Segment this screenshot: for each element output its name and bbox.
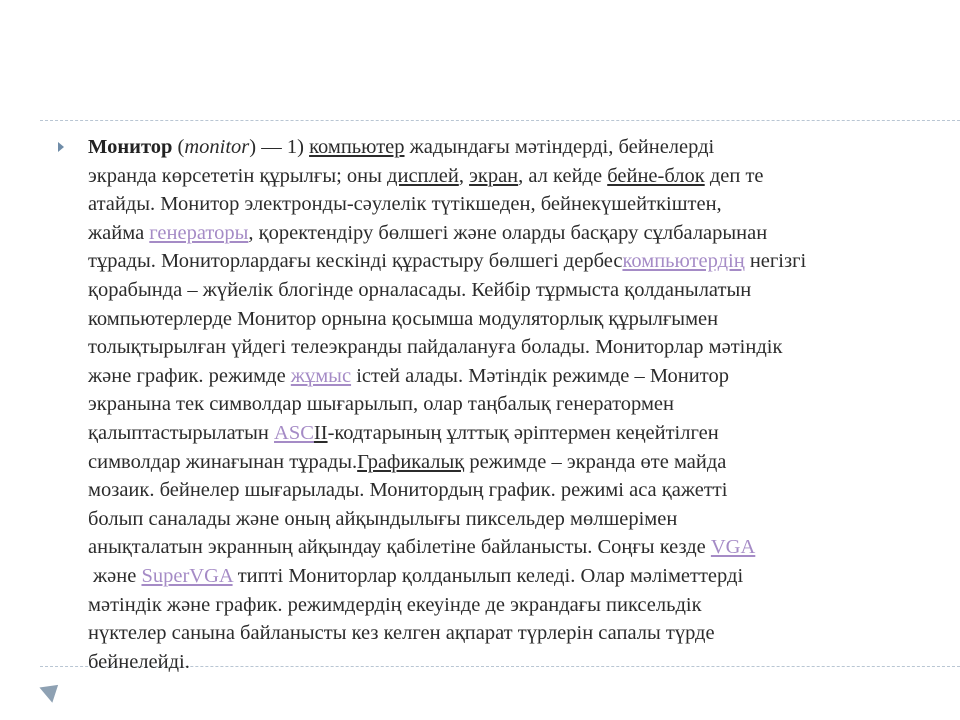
- link-computers[interactable]: компьютердің: [622, 250, 745, 273]
- link-computer[interactable]: компьютер: [309, 136, 405, 158]
- link-ascii-part2[interactable]: II: [313, 421, 328, 444]
- link-vga[interactable]: VGA: [710, 536, 756, 559]
- term-monitor: Монитор: [88, 136, 173, 158]
- text-line: экранда көрсететін құрылғы; оны дисплей, экран, ал кейде бейне-блок деп те: [88, 164, 764, 187]
- top-divider: [40, 120, 960, 121]
- text-line: болып саналады және оның айқындылығы пиксельдер мөлшерімен: [88, 507, 678, 530]
- text-line: тұрады. Мониторлардағы кескінді құрастыру бөлшегі дербескомпьютердің негізгі: [88, 250, 807, 273]
- text-line: нүктелер санына байланысты кез келген ақпарат түрлерін сапалы түрде: [88, 622, 715, 645]
- article-paragraph: [88, 133, 904, 676]
- link-ascii-part1[interactable]: ASC: [274, 421, 314, 444]
- link-work[interactable]: жұмыс: [290, 364, 352, 387]
- text-line: мәтіндік және график. режимдердің екеуінде де экрандағы пиксельдік: [88, 593, 702, 616]
- text-line: және SuperVGA типті Мониторлар қолданылып келеді. Олар мәліметтерді: [93, 564, 744, 587]
- text-line: мозаик. бейнелер шығарылады. Монитордың график. режимі аса қажетті: [88, 479, 728, 502]
- text-line: қорабында – жүйелік блогінде орналасады. Кейбір тұрмыста қолданылатын: [88, 278, 752, 301]
- text-line: қалыптастырылатын ASCII-кодтарының ұлттық әріптермен кеңейтілген: [88, 421, 719, 444]
- link-generators[interactable]: генераторы: [149, 221, 249, 244]
- text-line: атайды. Монитор электронды-сәулелік түтікшеден, бейнекүшейткіштен,: [88, 193, 722, 216]
- link-videoblock[interactable]: бейне-блок: [607, 164, 705, 187]
- text-line: компьютерлерде Монитор орнына қосымша модуляторлық құрылғымен: [88, 307, 719, 330]
- link-screen[interactable]: экран: [469, 164, 519, 187]
- link-display[interactable]: дисплей: [387, 164, 459, 187]
- text-line: жайма генераторы, қоректендіру бөлшегі және оларды басқару сұлбаларынан: [88, 221, 768, 244]
- link-graphic[interactable]: Графикалық: [357, 450, 465, 473]
- bullet-arrow-icon: [58, 142, 64, 152]
- link-supervga[interactable]: SuperVGA: [141, 564, 233, 587]
- text-line: және график. режимде жұмыс істей алады. Мәтіндік режимде – Монитор: [88, 364, 729, 387]
- text-line: бейнелейді.: [88, 650, 190, 673]
- text-line: экранына тек символдар шығарылып, олар таңбалық генератормен: [88, 393, 675, 416]
- text-line: символдар жинағынан тұрады.Графикалық режимде – экранда өте майда: [88, 450, 727, 473]
- english-term: monitor: [184, 136, 250, 158]
- text-line: анықталатын экранның айқындау қабілетіне байланысты. Соңғы кезде VGA: [88, 536, 756, 559]
- text-line: Монитор (monitor) — 1) компьютер жадындағы мәтіндерді, бейнелерді: [88, 136, 715, 158]
- corner-arrow-icon: [39, 677, 64, 703]
- text-line: толықтырылған үйдегі телеэкранды пайдалануға болады. Мониторлар мәтіндік: [88, 336, 783, 359]
